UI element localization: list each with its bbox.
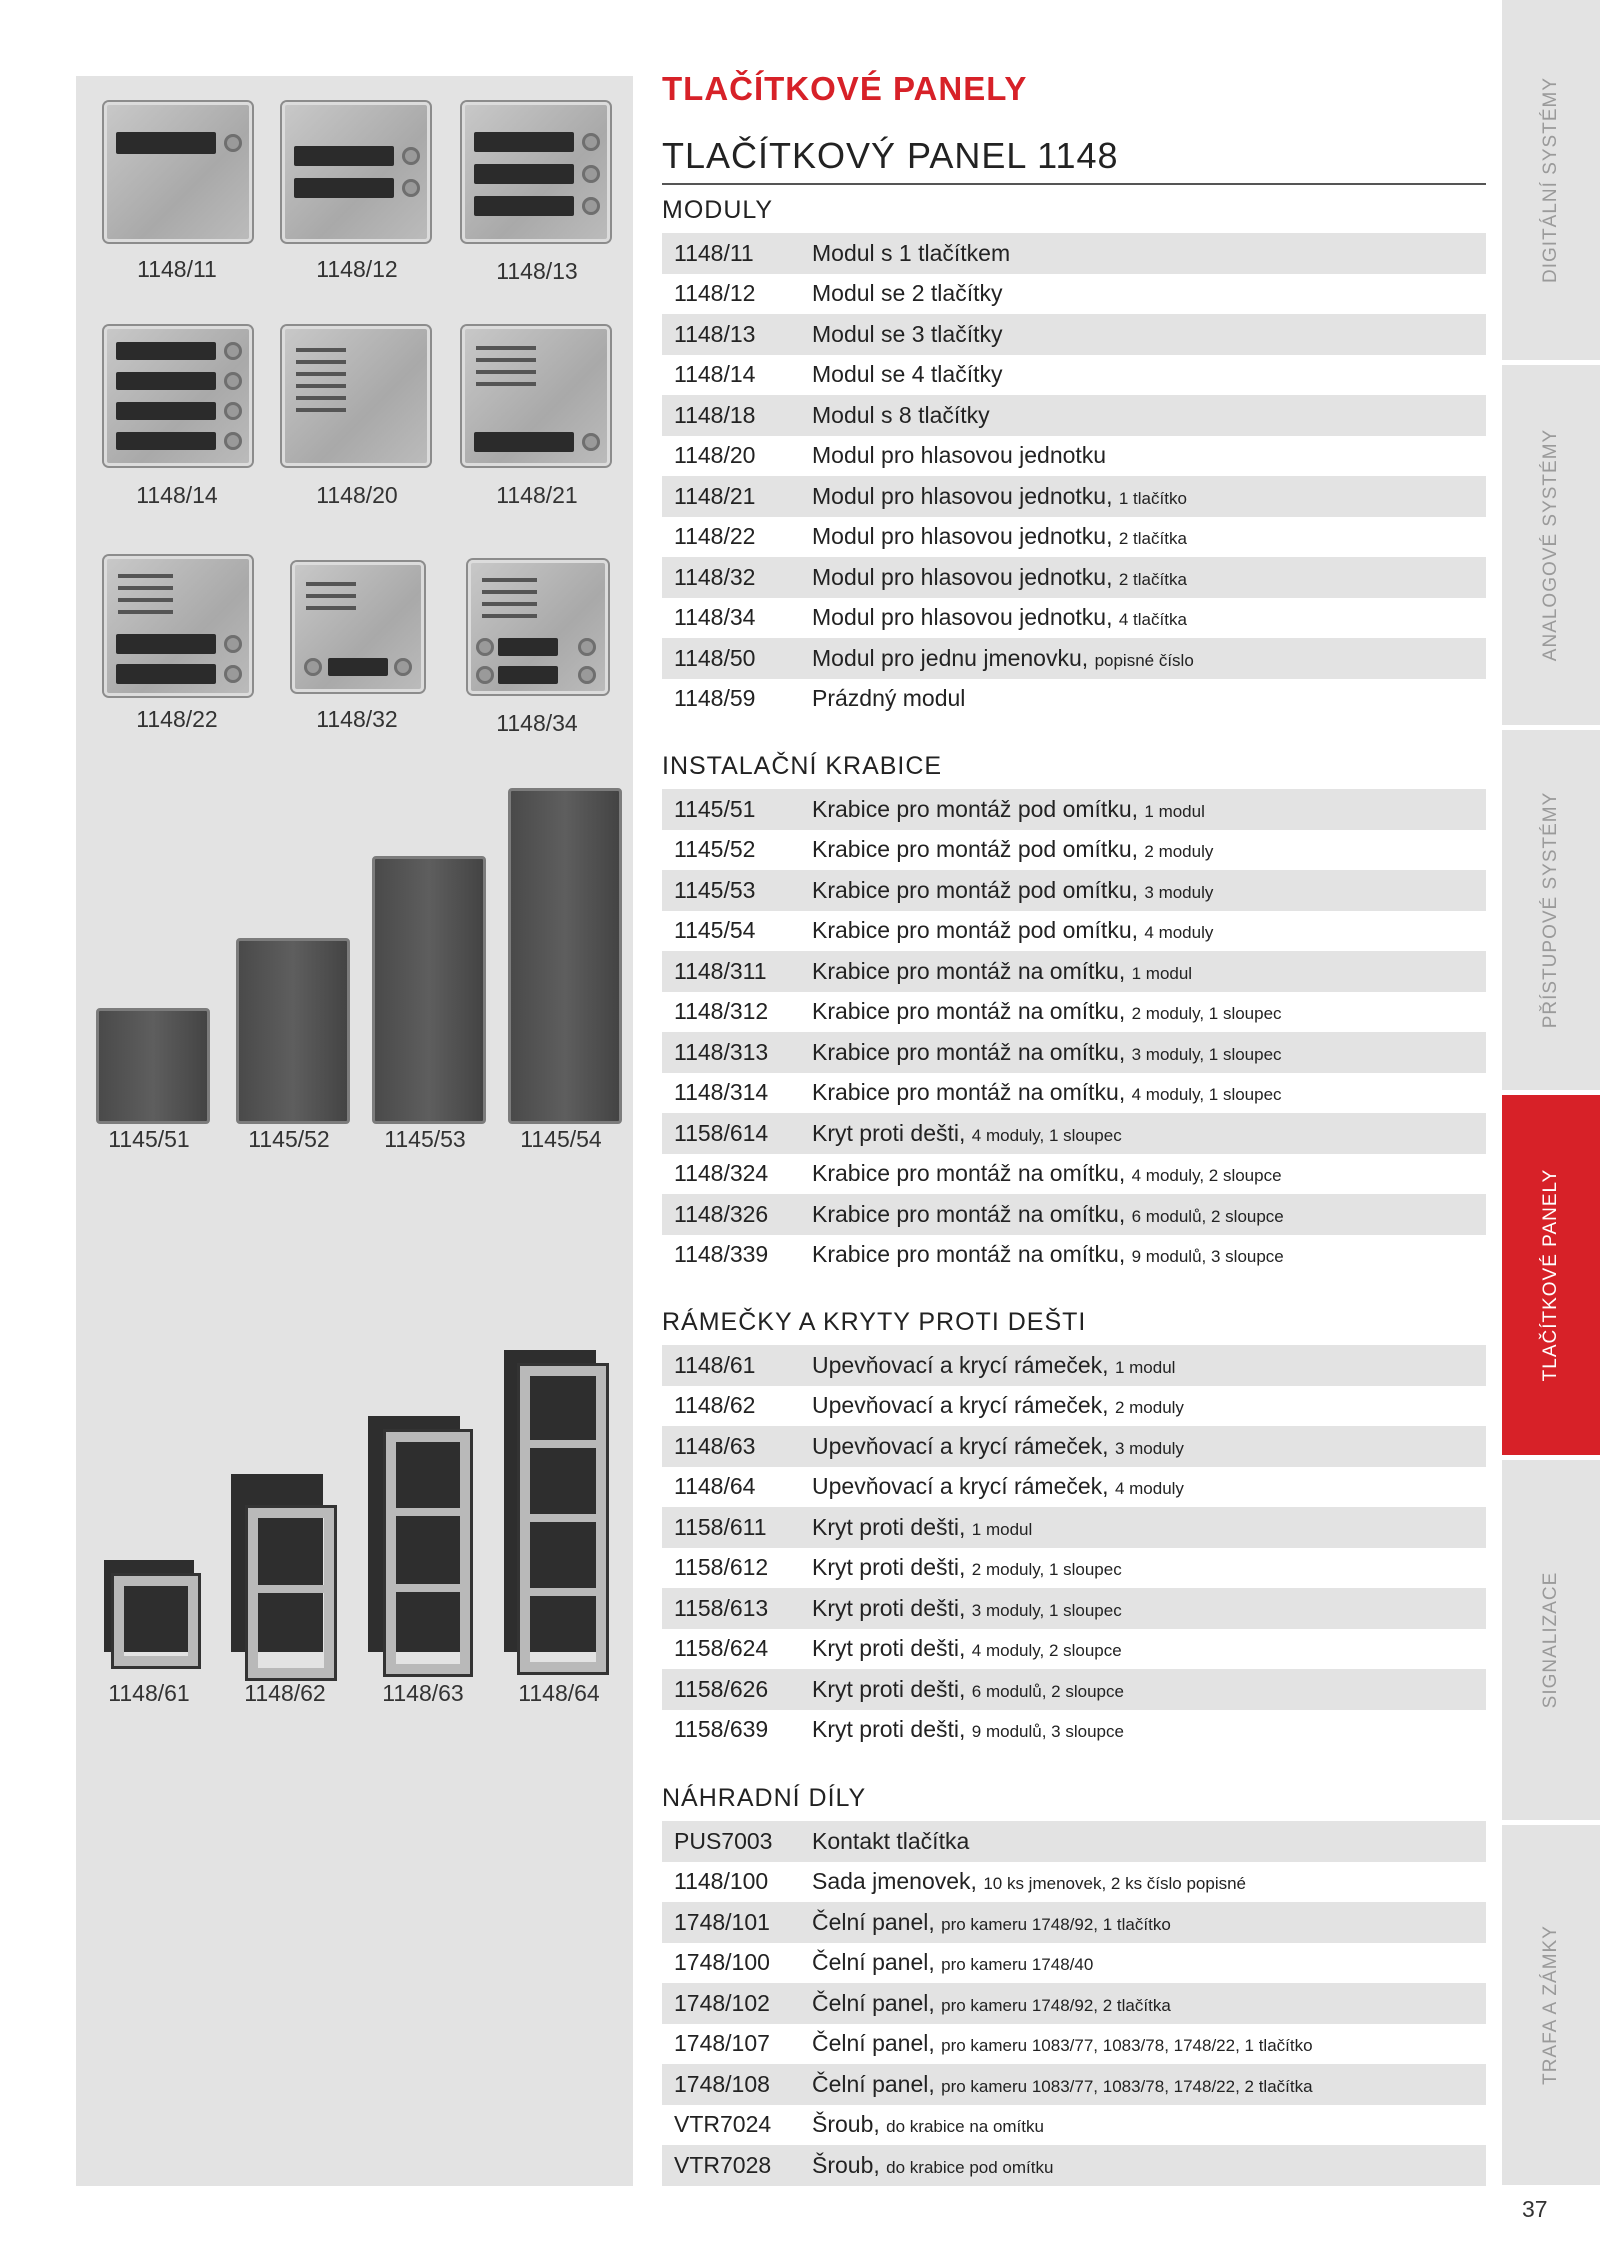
frame-label: 1148/64: [518, 1680, 600, 1706]
product-description: [812, 917, 1486, 944]
description-main: Modul pro hlasovou jednotku,: [812, 563, 1113, 590]
description-main: Upevňovací a krycí rámeček,: [812, 1392, 1109, 1419]
table-row: [662, 1113, 1486, 1154]
product-code: 1748/108: [674, 2070, 770, 2097]
table-row: [662, 2145, 1486, 2186]
description-note: 4 moduly: [1114, 1479, 1184, 1499]
table-row: [662, 679, 1486, 720]
description-main: Krabice pro montáž na omítku,: [812, 957, 1126, 984]
table-row: [662, 314, 1486, 355]
module-image-1148-12: [282, 102, 430, 242]
description-note: 10 ks jmenovek, 2 ks číslo popisné: [983, 1874, 1247, 1894]
product-code: 1148/100: [674, 1868, 769, 1895]
product-code: 1158/613: [674, 1594, 769, 1621]
product-description: [812, 2030, 1486, 2057]
description-note: 2 moduly, 1 sloupec: [1131, 1004, 1282, 1024]
product-description: [812, 280, 1486, 307]
product-description: [812, 240, 1486, 267]
description-note: 6 modulů, 2 sloupce: [1131, 1206, 1284, 1226]
product-description: [812, 564, 1486, 591]
description-note: pro kameru 1083/77, 1083/78, 1748/22, 1 tlačítko: [941, 2036, 1313, 2056]
description-main: Modul pro hlasovou jednotku,: [812, 523, 1113, 550]
description-main: Kryt proti dešti,: [812, 1513, 966, 1540]
table-nahradni-dily: [662, 1821, 1486, 2186]
product-code: VTR7028: [674, 2151, 772, 2178]
description-note: 3 moduly: [1114, 1438, 1184, 1458]
product-code: 1148/22: [674, 523, 756, 550]
table-row: [662, 2064, 1486, 2105]
description-note: 9 modulů, 3 sloupce: [971, 1722, 1124, 1742]
product-description: [812, 523, 1486, 550]
product-code: PUS7003: [674, 1827, 773, 1854]
table-row: [662, 355, 1486, 396]
product-description: [812, 1514, 1486, 1541]
table-moduly: [662, 233, 1486, 719]
description-note: 4 moduly, 1 sloupec: [971, 1125, 1122, 1145]
description-main: Krabice pro montáž na omítku,: [812, 998, 1126, 1025]
description-main: Krabice pro montáž na omítku,: [812, 1079, 1126, 1106]
table-row: [662, 274, 1486, 315]
product-code: 1148/13: [674, 320, 756, 347]
product-code: 1145/52: [674, 836, 756, 863]
box-image-1145-54: [508, 788, 622, 1124]
description-main: Kryt proti dešti,: [812, 1554, 966, 1581]
frame-label: 1148/63: [382, 1680, 464, 1706]
page-title: TLAČÍTKOVÝ PANEL 1148: [662, 135, 1119, 176]
table-row: [662, 1588, 1486, 1629]
product-description: [812, 1868, 1486, 1895]
product-description: [812, 1990, 1486, 2017]
module-label: 1148/11: [137, 256, 217, 282]
product-code: 1158/624: [674, 1635, 769, 1662]
product-description: [812, 604, 1486, 631]
description-main: Sada jmenovek,: [812, 1868, 977, 1895]
sidebar-tab-pristupove[interactable]: PŘÍSTUPOVÉ SYSTÉMY: [1502, 730, 1600, 1093]
frame-cover-1148-61: [114, 1576, 198, 1666]
section-heading-nahradni-dily: NÁHRADNÍ DÍLY: [662, 1784, 867, 1812]
table-row: [662, 1943, 1486, 1984]
frame-cover-1148-64: [520, 1366, 606, 1672]
description-note: 9 modulů, 3 sloupce: [1131, 1247, 1284, 1267]
section-heading-ramecky: RÁMEČKY A KRYTY PROTI DEŠTI: [662, 1308, 1087, 1336]
product-code: 1148/312: [674, 998, 769, 1025]
table-row: [662, 870, 1486, 911]
table-row: [662, 233, 1486, 274]
module-label: 1148/13: [496, 258, 578, 284]
module-label: 1148/12: [316, 256, 398, 282]
product-description: [812, 1595, 1486, 1622]
box-image-1145-53: [372, 856, 486, 1124]
table-row: [662, 1467, 1486, 1508]
table-row: [662, 1629, 1486, 1670]
table-row: [662, 436, 1486, 477]
product-code: 1748/100: [674, 1949, 770, 1976]
product-code: 1148/313: [674, 1038, 769, 1065]
module-label: 1148/34: [496, 710, 578, 736]
table-row: [662, 1983, 1486, 2024]
product-code: 1148/50: [674, 644, 756, 671]
table-row: [662, 598, 1486, 639]
table-ramecky: [662, 1345, 1486, 1750]
description-main: Čelní panel,: [812, 1908, 935, 1935]
description-main: Krabice pro montáž pod omítku,: [812, 876, 1138, 903]
description-note: 4 moduly, 1 sloupec: [1131, 1085, 1282, 1105]
description-note: 3 moduly: [1144, 882, 1214, 902]
module-label: 1148/14: [136, 482, 218, 508]
product-description: [812, 645, 1486, 672]
section-heading-moduly: MODULY: [662, 196, 774, 224]
product-description: [812, 1473, 1486, 1500]
product-description: [812, 2071, 1486, 2098]
product-description: [812, 483, 1486, 510]
table-row: [662, 830, 1486, 871]
table-row: [662, 911, 1486, 952]
description-main: Čelní panel,: [812, 1989, 935, 2016]
product-description: [812, 685, 1486, 712]
product-description: [812, 1716, 1486, 1743]
product-description: [812, 321, 1486, 348]
description-note: 1 modul: [1131, 963, 1193, 983]
product-description: [812, 1352, 1486, 1379]
description-main: Kryt proti dešti,: [812, 1716, 966, 1743]
product-description: [812, 1160, 1486, 1187]
product-code: 1158/639: [674, 1716, 769, 1743]
description-note: 1 modul: [1114, 1357, 1176, 1377]
sidebar-tab-signalizace[interactable]: SIGNALIZACE: [1502, 1460, 1600, 1823]
product-code: 1148/32: [674, 563, 756, 590]
product-code: 1145/51: [674, 795, 756, 822]
frame-label: 1148/62: [244, 1680, 326, 1706]
module-image-1148-34: [468, 560, 608, 694]
module-image-1148-20: [282, 326, 430, 466]
description-note: 1 tlačítko: [1118, 488, 1187, 508]
table-row: [662, 638, 1486, 679]
description-note: 6 modulů, 2 sloupce: [971, 1681, 1124, 1701]
table-row: [662, 1154, 1486, 1195]
product-code: 1148/20: [674, 442, 756, 469]
table-krabice: [662, 789, 1486, 1275]
product-code: 1148/339: [674, 1241, 769, 1268]
section-heading-krabice: INSTALAČNÍ KRABICE: [662, 752, 943, 780]
description-main: Čelní panel,: [812, 1949, 935, 1976]
description-main: Upevňovací a krycí rámeček,: [812, 1351, 1109, 1378]
description-main: Krabice pro montáž na omítku,: [812, 1200, 1126, 1227]
category-sidebar: [1502, 0, 1600, 2190]
table-row: [662, 1386, 1486, 1427]
description-note: 3 moduly, 1 sloupec: [971, 1600, 1122, 1620]
module-image-1148-14: [104, 326, 252, 466]
table-row: [662, 1345, 1486, 1386]
product-code: 1148/34: [674, 604, 756, 631]
product-description: [812, 2111, 1486, 2138]
description-main: Modul se 4 tlačítky: [812, 361, 1003, 388]
description-note: 3 moduly, 1 sloupec: [1131, 1044, 1282, 1064]
description-note: 2 tlačítka: [1118, 569, 1187, 589]
sidebar-tab-trafa-zamky[interactable]: TRAFA A ZÁMKY: [1502, 1825, 1600, 2188]
box-image-1145-52: [236, 938, 350, 1124]
product-code: 1748/107: [674, 2030, 770, 2057]
description-main: Kontakt tlačítka: [812, 1827, 970, 1854]
description-main: Krabice pro montáž na omítku,: [812, 1038, 1126, 1065]
description-note: 1 modul: [1144, 801, 1205, 821]
description-main: Modul pro hlasovou jednotku,: [812, 482, 1113, 509]
description-main: Kryt proti dešti,: [812, 1594, 966, 1621]
product-code: 1148/64: [674, 1473, 756, 1500]
product-description: [812, 361, 1486, 388]
box-label: 1145/54: [520, 1126, 602, 1152]
product-description: [812, 1039, 1486, 1066]
product-description: [812, 796, 1486, 823]
product-code: 1148/63: [674, 1432, 756, 1459]
description-main: Krabice pro montáž pod omítku,: [812, 917, 1138, 944]
description-main: Modul pro hlasovou jednotku: [812, 442, 1107, 469]
description-note: popisné číslo: [1094, 650, 1194, 670]
description-main: Čelní panel,: [812, 2030, 935, 2057]
description-note: 4 moduly, 2 sloupce: [1131, 1166, 1282, 1186]
product-description: [812, 877, 1486, 904]
box-image-1145-51: [96, 1008, 210, 1124]
description-note: pro kameru 1083/77, 1083/78, 1748/22, 2 tlačítka: [941, 2076, 1313, 2096]
description-note: do krabice na omítku: [886, 2117, 1044, 2137]
table-row: [662, 1669, 1486, 1710]
product-code: 1748/101: [674, 1908, 770, 1935]
table-row: [662, 1073, 1486, 1114]
description-note: pro kameru 1748/40: [941, 1955, 1094, 1975]
sidebar-tab-tlacitkove-panely[interactable]: TLAČÍTKOVÉ PANELY: [1502, 1095, 1600, 1458]
product-code: 1158/626: [674, 1675, 769, 1702]
box-label: 1145/52: [248, 1126, 330, 1152]
description-note: pro kameru 1748/92, 1 tlačítko: [941, 1914, 1171, 1934]
product-description: [812, 442, 1486, 469]
description-note: 2 moduly: [1144, 842, 1214, 862]
frame-cover-1148-63: [386, 1432, 470, 1674]
product-description: [812, 998, 1486, 1025]
description-main: Šroub,: [812, 2151, 880, 2178]
table-row: [662, 951, 1486, 992]
description-main: Krabice pro montáž pod omítku,: [812, 836, 1138, 863]
product-description: [812, 1079, 1486, 1106]
sidebar-tab-analogove[interactable]: ANALOGOVÉ SYSTÉMY: [1502, 365, 1600, 728]
sidebar-tab-digitalni[interactable]: DIGITÁLNÍ SYSTÉMY: [1502, 0, 1600, 363]
module-image-1148-13: [462, 102, 610, 242]
table-row: [662, 1710, 1486, 1751]
description-main: Krabice pro montáž pod omítku,: [812, 795, 1138, 822]
description-main: Kryt proti dešti,: [812, 1119, 966, 1146]
module-label: 1148/20: [316, 482, 398, 508]
product-description: [812, 1554, 1486, 1581]
description-main: Šroub,: [812, 2111, 880, 2138]
product-description: [812, 836, 1486, 863]
product-gallery: [76, 76, 633, 2186]
product-code: 1148/21: [674, 482, 756, 509]
table-row: [662, 1032, 1486, 1073]
table-row: [662, 1426, 1486, 1467]
module-image-1148-11: [104, 102, 252, 242]
table-row: [662, 395, 1486, 436]
product-description: [812, 1635, 1486, 1662]
product-description: [812, 1392, 1486, 1419]
category-title: TLAČÍTKOVÉ PANELY: [662, 70, 1028, 107]
box-label: 1145/53: [384, 1126, 466, 1152]
product-code: 1148/59: [674, 685, 756, 712]
frame-cover-1148-62: [248, 1508, 334, 1678]
product-code: 1148/12: [674, 280, 756, 307]
description-main: Čelní panel,: [812, 2070, 935, 2097]
description-main: Modul se 2 tlačítky: [812, 280, 1003, 307]
product-code: 1145/53: [674, 876, 756, 903]
table-row: [662, 1235, 1486, 1276]
product-description: [812, 1241, 1486, 1268]
description-note: 4 moduly, 2 sloupce: [971, 1641, 1122, 1661]
description-main: Modul pro hlasovou jednotku,: [812, 604, 1113, 631]
title-divider: [662, 183, 1486, 185]
table-row: [662, 1548, 1486, 1589]
description-main: Prázdný modul: [812, 685, 966, 712]
table-row: [662, 2105, 1486, 2146]
description-note: 4 tlačítka: [1118, 610, 1187, 630]
description-main: Modul s 8 tlačítky: [812, 401, 990, 428]
description-main: Modul se 3 tlačítky: [812, 320, 1003, 347]
description-note: 4 moduly: [1144, 923, 1214, 943]
description-note: 2 tlačítka: [1118, 529, 1187, 549]
table-row: [662, 1194, 1486, 1235]
product-code: 1158/614: [674, 1119, 769, 1146]
box-label: 1145/51: [108, 1126, 190, 1152]
description-note: do krabice pod omítku: [886, 2157, 1054, 2177]
product-code: 1148/311: [674, 957, 767, 984]
module-label: 1148/32: [316, 706, 398, 732]
table-row: [662, 476, 1486, 517]
table-row: [662, 1507, 1486, 1548]
module-image-1148-21: [462, 326, 610, 466]
description-main: Krabice pro montáž na omítku,: [812, 1241, 1126, 1268]
table-row: [662, 557, 1486, 598]
product-code: 1748/102: [674, 1989, 770, 2016]
product-description: [812, 1433, 1486, 1460]
product-code: 1148/61: [674, 1351, 756, 1378]
product-description: [812, 402, 1486, 429]
table-row: [662, 1862, 1486, 1903]
product-description: [812, 2152, 1486, 2179]
product-code: 1148/62: [674, 1392, 756, 1419]
product-code: 1145/54: [674, 917, 756, 944]
table-row: [662, 992, 1486, 1033]
table-row: [662, 517, 1486, 558]
description-note: 2 moduly: [1114, 1398, 1184, 1418]
module-label: 1148/22: [136, 706, 218, 732]
table-row: [662, 1902, 1486, 1943]
product-code: 1148/314: [674, 1079, 769, 1106]
product-code: VTR7024: [674, 2111, 772, 2138]
module-label: 1148/21: [496, 482, 578, 508]
product-code: 1148/14: [674, 361, 756, 388]
product-description: [812, 1201, 1486, 1228]
description-main: Upevňovací a krycí rámeček,: [812, 1432, 1109, 1459]
product-description: [812, 1949, 1486, 1976]
product-code: 1148/11: [674, 239, 754, 266]
table-row: [662, 2024, 1486, 2065]
product-code: 1148/324: [674, 1160, 769, 1187]
description-main: Modul s 1 tlačítkem: [812, 239, 1011, 266]
description-main: Kryt proti dešti,: [812, 1675, 966, 1702]
product-code: 1158/611: [674, 1513, 767, 1540]
table-row: [662, 1821, 1486, 1862]
page-number: 37: [1522, 2196, 1548, 2222]
module-image-1148-32: [292, 562, 424, 692]
frame-label: 1148/61: [108, 1680, 190, 1706]
product-code: 1148/326: [674, 1200, 769, 1227]
description-main: Upevňovací a krycí rámeček,: [812, 1473, 1109, 1500]
description-main: Kryt proti dešti,: [812, 1635, 966, 1662]
description-main: Krabice pro montáž na omítku,: [812, 1160, 1126, 1187]
description-note: 2 moduly, 1 sloupec: [971, 1560, 1122, 1580]
product-description: [812, 1120, 1486, 1147]
product-description: [812, 1828, 1486, 1855]
product-description: [812, 958, 1486, 985]
description-main: Modul pro jednu jmenovku,: [812, 644, 1089, 671]
module-image-1148-22: [104, 556, 252, 696]
table-row: [662, 789, 1486, 830]
product-description: [812, 1676, 1486, 1703]
description-note: 1 modul: [971, 1519, 1033, 1539]
product-code: 1148/18: [674, 401, 756, 428]
description-note: pro kameru 1748/92, 2 tlačítka: [941, 1995, 1171, 2015]
product-description: [812, 1909, 1486, 1936]
product-code: 1158/612: [674, 1554, 769, 1581]
